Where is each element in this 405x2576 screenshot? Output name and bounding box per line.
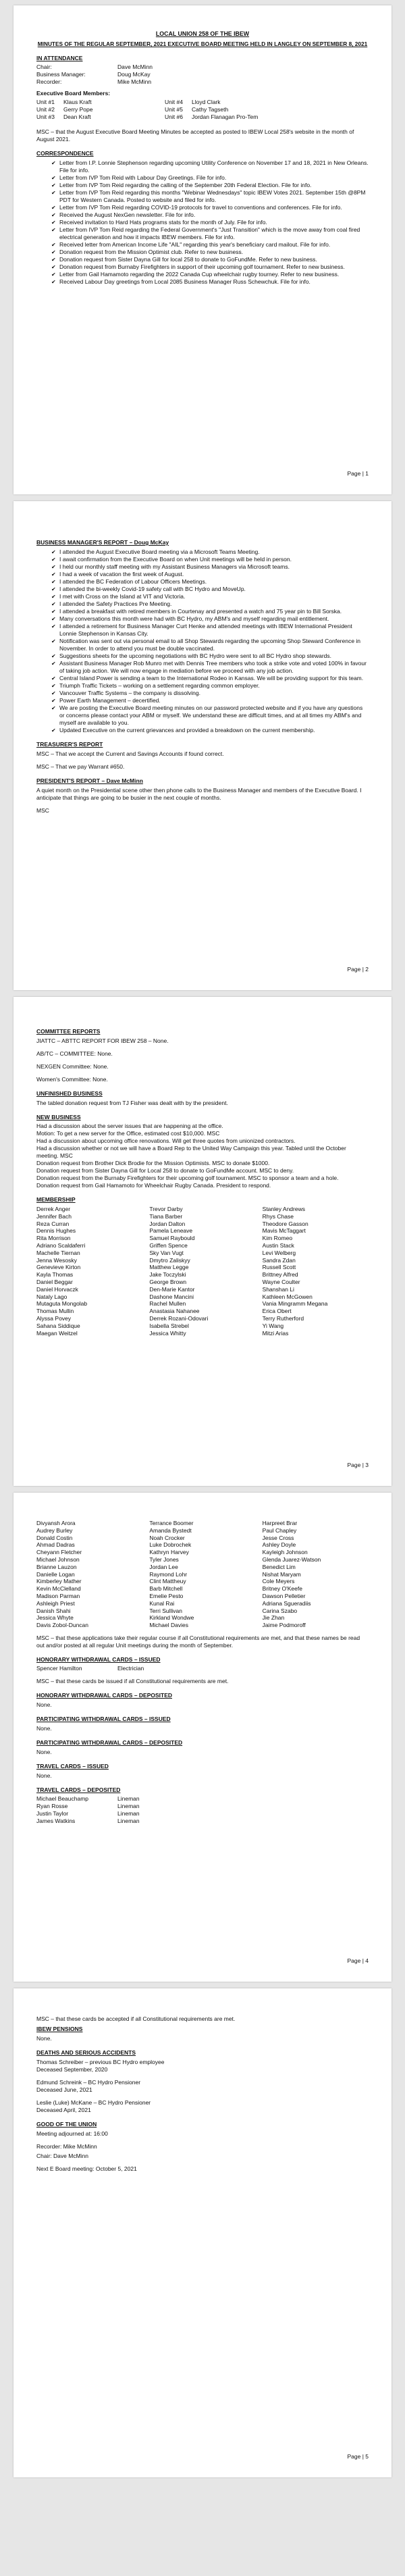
member-name: Sandra Zdan <box>262 1256 296 1264</box>
member-name: Carina Szabo <box>262 1607 298 1614</box>
page-4-content <box>36 1517 369 1825</box>
member-name: Jaime Podmoroff <box>262 1622 306 1629</box>
tc-deposited-row <box>36 1795 369 1803</box>
correspondence-item: ✔ Donation request from Burnaby Firefighters in support of their upcoming golf tournament. Refer to new business. <box>51 263 369 271</box>
member-name: Terry Rutherford <box>262 1314 304 1322</box>
card-holder-name: James Watkins <box>36 1817 76 1824</box>
pension-value: None. <box>36 2035 52 2042</box>
report-item: ✔ I attended the August Executive Board meeting via a Microsoft Teams Meeting. <box>51 548 369 556</box>
member-name: George Brown <box>149 1278 187 1285</box>
membership-heading: MEMBERSHIP <box>36 1196 76 1203</box>
tc-deposited-list <box>36 1795 369 1825</box>
member-name: Jennifer Bach <box>36 1212 72 1220</box>
new-business-item: Donation request from Brother Dick Brodie for the Mission Optimists. MSC to donate $1000. <box>36 1160 270 1166</box>
tc-issued-heading: TRAVEL CARDS – ISSUED <box>36 1762 109 1770</box>
card-holder-name: Ryan Rosse <box>36 1802 68 1809</box>
member-name: Brianne Lauzon <box>36 1563 77 1570</box>
report-item: ✔ I attended a breakfast with retired members in Courtenay and presented a watch and 75 year pin to Bill Sorska. <box>51 608 369 615</box>
page-number: Page | 3 <box>347 1462 369 1468</box>
member-name: Ahmad Dadras <box>36 1541 75 1549</box>
card-holder-trade: Lineman <box>117 1802 140 1809</box>
member-name: Genevieve Kirton <box>36 1264 81 1271</box>
member-name: Rita Morrison <box>36 1235 71 1242</box>
member-name: Amanda Bystedt <box>149 1526 192 1534</box>
member-name: Kathleen McGowen <box>262 1293 313 1300</box>
member-name: Den-Marie Kantor <box>149 1285 195 1293</box>
correspondence-item: ✔ Received the August NexGen newsletter. File for info. <box>51 211 369 219</box>
officer-role: Business Manager: <box>36 71 86 78</box>
member-name: Russell Scott <box>262 1264 296 1271</box>
member-name: Samuel Raybould <box>149 1235 195 1242</box>
member-name: Mavis McTaggart <box>262 1227 306 1235</box>
report-item: ✔ Vancouver Traffic Systems – the company is dissolving. <box>51 690 369 697</box>
member-name: Raymond Lohr <box>149 1570 188 1578</box>
member-name: Glenda Juarez-Watson <box>262 1555 321 1563</box>
treasurer-heading: TREASURER'S REPORT <box>36 741 103 748</box>
member-name: Jordan Dalton <box>149 1220 186 1227</box>
page-number: Page | 1 <box>347 470 369 477</box>
new-business-item: Had a discussion whether or not we will have a Board Rep to the United Way Campaign this year. Tabled until the October meeting. MSC <box>36 1145 346 1159</box>
member-name: Anastasia Nahanee <box>149 1308 200 1315</box>
officers-list <box>36 63 369 86</box>
page-1-content <box>36 30 369 288</box>
board-member: Klaus Kraft <box>63 99 92 105</box>
member-name: Britney O'Keefe <box>262 1585 302 1593</box>
correspondence-item: ✔ Received invitation to Hard Hats programs stats for the month of July. File for info. <box>51 219 369 226</box>
member-name: Dmytro Zaliskyy <box>149 1256 190 1264</box>
correspondence-item: ✔ Donation request from Sister Dayna Gill for local 258 to donate to GoFundMe. Refer to new business. <box>51 256 369 263</box>
member-name: Theodore Gasson <box>262 1220 308 1227</box>
committee-item: Women's Committee: None. <box>36 1076 108 1083</box>
recorder-signoff: Recorder: Mike McMinn <box>36 2143 97 2150</box>
officer-row <box>36 78 369 86</box>
report-item: ✔ I attended the Safety Practices Pre Meeting. <box>51 600 369 608</box>
membership-msc: MSC – that these applications take their regular course if all Constitutional requirements are met, and that these names be read out and/or posted at all regular Unit meetings during the month of September. <box>36 1634 360 1649</box>
board-heading: Executive Board Members: <box>36 90 111 97</box>
pension-heading: IBEW PENSIONS <box>36 2026 83 2032</box>
death-date: Deceased September, 2020 <box>36 2066 108 2073</box>
deaths-heading: DEATHS AND SERIOUS ACCIDENTS <box>36 2049 136 2056</box>
page-number: Page | 4 <box>347 1957 369 1964</box>
member-name: Yi Wang <box>262 1322 284 1329</box>
treasurer-warrant: MSC – That we pay Warrant #650. <box>36 763 125 770</box>
officer-row <box>36 63 369 71</box>
member-name: Kathryn Harvey <box>149 1549 189 1556</box>
officer-role: Chair: <box>36 63 52 70</box>
officer-row <box>36 71 369 78</box>
board-member: Lloyd Clark <box>192 99 221 105</box>
member-name: Divyansh Arora <box>36 1520 76 1526</box>
tc-deposited-row <box>36 1810 369 1818</box>
report-item: ✔ We are posting the Executive Board meeting minutes on our password protected website and if you have any questions or concerns please contact your ABM or myself. We understand these are difficult times, and at all times my ABM's and myself are available to you. <box>51 704 369 727</box>
member-name: Jie Zhan <box>262 1614 285 1622</box>
member-name: Kim Romeo <box>262 1235 293 1242</box>
member-name: Harpreet Brar <box>262 1520 298 1526</box>
member-name: Ashleigh Priest <box>36 1599 75 1607</box>
page-2 <box>14 501 392 990</box>
correspondence-item: ✔ Letter from IVP Tom Reid regarding the calling of the September 20th Federal Election. File for info. <box>51 182 369 189</box>
new-business-item: Donation request from the Burnaby Firefighters for their upcoming golf tournament. MSC to sponsor a team and a hole. <box>36 1175 339 1181</box>
board-unit: Unit #3 <box>36 113 55 120</box>
member-name: Levi Welberg <box>262 1249 296 1256</box>
hw-deposited-value: None. <box>36 1701 52 1708</box>
report-item: ✔ Suggestions sheets for the upcoming negotiations with BC Hydro were sent to all BC Hydro shop stewards. <box>51 652 369 660</box>
pw-deposited-value: None. <box>36 1748 52 1755</box>
new-business-item: Motion: To get a new server for the Office, estimated cost $10,000. MSC <box>36 1130 220 1137</box>
member-name: Noah Crocker <box>149 1534 185 1541</box>
board-members-table <box>36 99 369 121</box>
officer-name: Mike McMinn <box>117 78 152 85</box>
correspondence-item: ✔ Donation request from the Mission Optimist club. Refer to new business. <box>51 249 369 256</box>
attendance-heading: IN ATTENDANCE <box>36 55 83 61</box>
member-name: Jake Toczylski <box>149 1271 186 1279</box>
board-unit: Unit #2 <box>36 106 55 113</box>
card-holder-trade: Lineman <box>117 1809 140 1817</box>
member-name: Jessica Whyte <box>36 1614 74 1622</box>
member-name: Griffen Spence <box>149 1241 188 1249</box>
member-name: Kayleigh Johnson <box>262 1549 308 1556</box>
member-name: Adriana Sgueradiis <box>262 1599 311 1607</box>
report-item: ✔ Notification was sent out via personal email to all Shop Stewards regarding the upcoming Shop Steward Conference in November. In order to attend you must be double vaccinated. <box>51 638 369 652</box>
pw-deposited-heading: PARTICIPATING WITHDRAWAL CARDS – DEPOSITED <box>36 1738 183 1746</box>
member-name: Alyssa Povey <box>36 1314 72 1322</box>
membership-list-continued <box>36 1520 369 1629</box>
member-name: Nishat Maryam <box>262 1570 301 1578</box>
good-of-union-heading: GOOD OF THE UNION <box>36 2121 97 2128</box>
member-name: Michael Davies <box>149 1622 188 1629</box>
pw-issued-heading: PARTICIPATING WITHDRAWAL CARDS – ISSUED <box>36 1715 171 1722</box>
board-unit: Unit #6 <box>165 113 183 120</box>
member-name: Dennis Hughes <box>36 1227 76 1235</box>
member-name: Dawson Pelletier <box>262 1592 306 1599</box>
member-name: Jessica Whitty <box>149 1329 186 1337</box>
member-name: Thomas Mullin <box>36 1308 74 1315</box>
death-entry <box>36 2059 369 2073</box>
member-name: Matthew Legge <box>149 1264 189 1271</box>
member-name: Jesse Cross <box>262 1534 294 1541</box>
report-item: ✔ Power Earth Management – decertified. <box>51 697 369 704</box>
member-name: Shanshan Li <box>262 1285 294 1293</box>
unfinished-heading: UNFINISHED BUSINESS <box>36 1090 103 1097</box>
member-name: Jordan Lee <box>149 1563 178 1570</box>
business-manager-report <box>51 548 369 734</box>
page-2-content <box>36 525 369 817</box>
correspondence-item: ✔ Letter from IVP Tom Reid regarding COVID-19 protocols for travel to conventions and conferences. File for info. <box>51 204 369 211</box>
member-name: Madison Parman <box>36 1592 80 1599</box>
member-name: Ashley Doyle <box>262 1541 296 1549</box>
member-name: Kevin McClelland <box>36 1585 81 1593</box>
page-5 <box>14 1988 392 2477</box>
tc-deposited-row <box>36 1818 369 1825</box>
president-heading: PRESIDENT'S REPORT – Dave McMinn <box>36 777 143 784</box>
report-item: ✔ Central Island Power is sending a team to the International Rodeo in Kansas. We will be providing support for this team. <box>51 675 369 682</box>
business-manager-heading: BUSINESS MANAGER'S REPORT – Doug McKay <box>36 539 169 546</box>
member-name: Audrey Burley <box>36 1526 73 1534</box>
member-name: Vania Mingramm Megana <box>262 1300 328 1308</box>
report-item: ✔ I attended a retirement for Business Manager Curt Henke and attended meetings with IBEW International President Lonnie Stephenson in Kansas City. <box>51 623 369 638</box>
board-unit: Unit #5 <box>165 106 183 113</box>
report-item: ✔ Updated Executive on the current grievances and provided a breakdown on the current membership. <box>51 727 369 734</box>
member-name: Jenna Wesosky <box>36 1256 77 1264</box>
member-name: Kayla Thomas <box>36 1271 74 1279</box>
card-holder-trade: Lineman <box>117 1795 140 1802</box>
hw-issued-heading: HONORARY WITHDRAWAL CARDS – ISSUED <box>36 1655 161 1663</box>
death-entry <box>36 2079 369 2094</box>
correspondence-item: ✔ Letter from IVP Tom Reid regarding the Federal Government's "Just Transition" which is the move away from coal fired electrical generation and how it impacts IBEW members. File for info. <box>51 226 369 241</box>
member-name: Adriano Scaldaferri <box>36 1241 86 1249</box>
card-holder-trade: Electrician <box>117 1664 144 1672</box>
report-item: ✔ Assistant Business Manager Rob Munro met with Dennis Tree members who took a strike vote and voted 100% in favour of taking job action. We will now engage in mediation before we proceed with any job action. <box>51 660 369 675</box>
member-name: Pamela Leneave <box>149 1227 193 1235</box>
treasurer-msc: MSC – That we accept the Current and Savings Accounts if found correct. <box>36 750 224 757</box>
member-name: Austin Stack <box>262 1241 294 1249</box>
president-msc: MSC <box>36 807 49 814</box>
member-name: Michael Johnson <box>36 1555 80 1563</box>
hw-deposited-heading: HONORARY WITHDRAWAL CARDS – DEPOSITED <box>36 1691 173 1699</box>
president-text: A quiet month on the Presidential scene other then phone calls to the Business Manager and members of the Executive Board. I anticipate that things are going to be busier in the next couple of months. <box>36 787 362 801</box>
page-3-content <box>36 1021 369 1337</box>
committee-item: JIATTC – ABTTC REPORT FOR IBEW 258 – None. <box>36 1037 169 1044</box>
page-number: Page | 5 <box>347 2453 369 2460</box>
member-name: Kimberley Mather <box>36 1578 82 1585</box>
member-name: Stanley Andrews <box>262 1206 305 1212</box>
tc-deposited-row <box>36 1803 369 1810</box>
member-name: Daniel Horvaczk <box>36 1285 78 1293</box>
member-name: Tyler Jones <box>149 1555 179 1563</box>
adjourned-time: Meeting adjourned at: 16:00 <box>36 2130 108 2137</box>
report-item: ✔ I had a week of vacation the first week of August. <box>51 571 369 578</box>
officer-name: Doug McKay <box>117 71 151 78</box>
board-member: Dean Kraft <box>63 113 91 120</box>
report-item: ✔ I await confirmation from the Executive Board on when Unit meetings will be held in person. <box>51 556 369 563</box>
death-date: Deceased April, 2021 <box>36 2107 91 2113</box>
death-entry <box>36 2099 369 2114</box>
new-business-heading: NEW BUSINESS <box>36 1114 81 1120</box>
new-business-item: Had a discussion about upcoming office renovations. Will get three quotes from unionized contractors. <box>36 1137 296 1144</box>
card-holder-name: Spencer Hamilton <box>36 1664 82 1672</box>
member-name: Danielle Logan <box>36 1570 75 1578</box>
member-name: Emelie Pesto <box>149 1592 184 1599</box>
member-name: Rhys Chase <box>262 1212 294 1220</box>
member-name: Sky Van Vugt <box>149 1249 184 1256</box>
member-name: Mitzi Arias <box>262 1329 289 1337</box>
card-holder-name: Michael Beauchamp <box>36 1795 89 1802</box>
member-name: Brittney Alfred <box>262 1271 298 1279</box>
member-name: Mutaguta Mongolab <box>36 1300 88 1308</box>
member-name: Maegan Weitzel <box>36 1329 78 1337</box>
death-name: Leslie (Luke) McKane – BC Hydro Pensioner <box>36 2099 151 2106</box>
member-name: Cheyann Fletcher <box>36 1549 82 1556</box>
member-name: Nataly Lago <box>36 1293 68 1300</box>
member-name: Derrek Rozani-Odovari <box>149 1314 209 1322</box>
tc-deposited-heading: TRAVEL CARDS – DEPOSITED <box>36 1786 121 1793</box>
correspondence-heading: CORRESPONDENCE <box>36 150 94 157</box>
membership-list <box>36 1206 369 1337</box>
member-name: Kirkland Wondwe <box>149 1614 194 1622</box>
member-name: Cole Meyers <box>262 1578 295 1585</box>
new-business-item: Had a discussion about the server issues that are happening at the office. <box>36 1123 223 1129</box>
new-business-list <box>36 1123 369 1189</box>
member-name: Derrek Anger <box>36 1206 71 1212</box>
member-name: Terri Sullivan <box>149 1607 182 1614</box>
board-member: Jordan Flanagan Pro-Tem <box>192 113 259 120</box>
card-holder-name: Justin Taylor <box>36 1809 69 1817</box>
report-item: ✔ Many conversations this month were had with BC Hydro, my ABM's and myself regarding mail entitlement. <box>51 615 369 623</box>
document-title: LOCAL UNION 258 OF THE IBEW <box>155 30 250 37</box>
board-member: Cathy Tagseth <box>192 106 229 113</box>
member-name: Wayne Coulter <box>262 1278 300 1285</box>
member-name: Davis Zobol-Duncan <box>36 1622 89 1629</box>
page-5-content <box>36 2013 369 2175</box>
member-name: Erica Obert <box>262 1308 292 1315</box>
hw-issued-msc: MSC – that these cards be issued if all Constitutional requirements are met. <box>36 1677 229 1684</box>
member-name: Machelle Tiernan <box>36 1249 80 1256</box>
cards-msc: MSC – that these cards be accepted if all Constitutional requirements are met. <box>36 2015 236 2022</box>
correspondence-item: ✔ Letter from I.P. Lonnie Stephenson regarding upcoming Utility Conference on November 17 and 18, 2021 in New Orleans. File for info. <box>51 159 369 174</box>
death-name: Edmund Schreink – BC Hydro Pensioner <box>36 2079 141 2086</box>
member-name: Trevor Darby <box>149 1206 183 1212</box>
committee-item: AB/TC – COMMITTEE: None. <box>36 1050 113 1057</box>
report-item: ✔ I attended the BC Federation of Labour Officers Meetings. <box>51 578 369 586</box>
officer-role: Recorder: <box>36 78 62 85</box>
member-name: Sahana Siddique <box>36 1322 80 1329</box>
member-name: Terrance Boomer <box>149 1520 194 1526</box>
tc-issued-value: None. <box>36 1772 52 1779</box>
correspondence-item: ✔ Letter from IVP Tom Reid with Labour Day Greetings. File for info. <box>51 174 369 182</box>
report-item: ✔ I met with Cross on the Island at VIT and Victoria. <box>51 593 369 600</box>
death-name: Thomas Schreiber – previous BC Hydro employee <box>36 2059 165 2065</box>
member-name: Barb Mitchell <box>149 1585 183 1593</box>
death-date: Deceased June, 2021 <box>36 2086 92 2093</box>
member-name: Rachel Mullen <box>149 1300 186 1308</box>
member-name: Clint Mattheuy <box>149 1578 186 1585</box>
page-3 <box>14 997 392 1486</box>
member-name: Dashone Mancini <box>149 1293 194 1300</box>
member-name: Danish Shahi <box>36 1607 71 1614</box>
report-item: ✔ I attended the bi-weekly Covid-19 safety call with BC Hydro and MoveUp. <box>51 586 369 593</box>
new-business-item: Donation request from Gail Hamamoto for Wheelchair Rugby Canada. President to respond. <box>36 1182 271 1189</box>
next-meeting: Next E Board meeting: October 5, 2021 <box>36 2165 137 2172</box>
member-name: Benedict Lim <box>262 1563 296 1570</box>
unfinished-text: The tabled donation request from TJ Fisher was dealt with by the president. <box>36 1100 228 1106</box>
document-subtitle: MINUTES OF THE REGULAR SEPTEMBER, 2021 EXECUTIVE BOARD MEETING HELD IN LANGLEY ON SEPTEMBER 8, 2021 <box>37 41 368 47</box>
report-item: ✔ Triumph Traffic Tickets – working on a settlement regarding common employer. <box>51 682 369 690</box>
member-name: Paul Chapley <box>262 1526 297 1534</box>
card-holder-trade: Lineman <box>117 1817 140 1824</box>
chair-signoff: Chair: Dave McMinn <box>36 2153 88 2159</box>
new-business-item: Donation request from Sister Dayna Gill for Local 258 to donate to GoFundMe account. MSC to deny. <box>36 1167 294 1174</box>
pw-issued-value: None. <box>36 1724 52 1732</box>
member-name: Daniel Beggar <box>36 1278 73 1285</box>
hw-issued-row <box>36 1665 369 1672</box>
correspondence-item: ✔ Received Labour Day greetings from Local 2085 Business Manager Russ Schewchuk. File for info. <box>51 278 369 286</box>
member-name: Tiana Barber <box>149 1212 183 1220</box>
member-name: Luke Dobrochek <box>149 1541 192 1549</box>
correspondence-item: ✔ Letter from Gail Hamamoto regarding the 2022 Canada Cup wheelchair rugby tourney. Refer to new business. <box>51 271 369 278</box>
member-name: Donald Costin <box>36 1534 73 1541</box>
correspondence-list <box>51 159 369 286</box>
board-unit: Unit #1 <box>36 99 55 105</box>
board-unit: Unit #4 <box>165 99 183 105</box>
correspondence-item: ✔ Received letter from American Income Life "AIL" regarding this year's beneficiary card mailout. File for info. <box>51 241 369 249</box>
officer-name: Dave McMinn <box>117 63 153 70</box>
correspondence-item: ✔ Letter from IVP Tom Reid regarding this months "Webinar Wednesdays" topic IBEW Votes 2021. September 15th @8PM PDT for Western Canada. Posted to website and filed for info. <box>51 189 369 204</box>
member-name: Reza Curran <box>36 1220 70 1227</box>
member-name: Isabella Strebel <box>149 1322 189 1329</box>
committee-heading: COMMITTEE REPORTS <box>36 1028 101 1035</box>
page-1 <box>14 5 392 494</box>
report-item: ✔ I held our monthly staff meeting with my Assistant Business Managers via Microsoft teams. <box>51 563 369 571</box>
committee-item: NEXGEN Committee: None. <box>36 1063 109 1070</box>
page-4 <box>14 1493 392 1982</box>
board-member: Gerry Pope <box>63 106 93 113</box>
member-name: Kunal Rai <box>149 1599 175 1607</box>
msc-minutes: MSC – that the August Executive Board Meeting Minutes be accepted as posted to IBEW Local 258's website in the month of August 2021. <box>36 128 354 143</box>
page-number: Page | 2 <box>347 966 369 973</box>
